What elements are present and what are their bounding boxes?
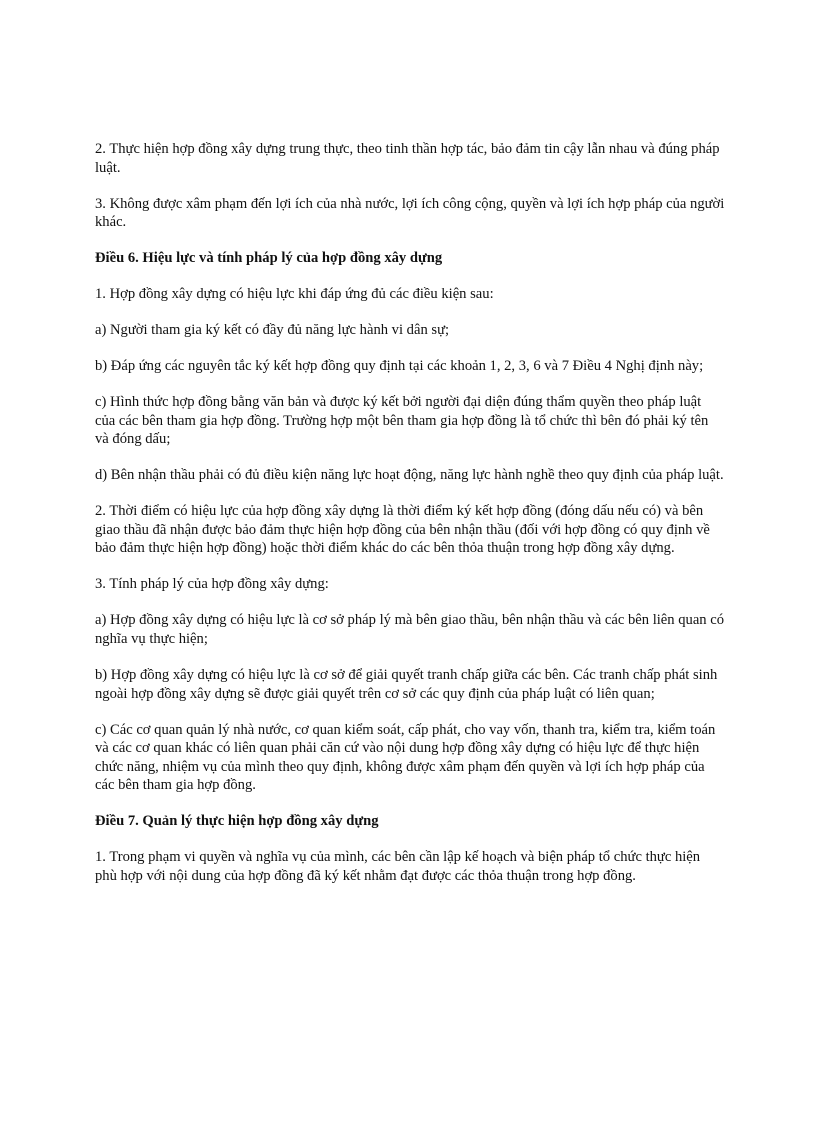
article-6-item-3a: a) Hợp đồng xây dựng có hiệu lực là cơ sở pháp lý mà bên giao thầu, bên nhận thầu và các bên liên quan có nghĩa vụ thực hiện; (95, 612, 725, 647)
article-7-item-1: 1. Trong phạm vi quyền và nghĩa vụ của mình, các bên cần lập kế hoạch và biện pháp tổ chức thực hiện phù hợp với nội dung của hợp đồng đã ký kết nhằm đạt được các thỏa thuận trong hợp đồng. (95, 849, 701, 884)
article-7-heading: Điều 7. Quản lý thực hiện hợp đồng xây dựng (95, 813, 379, 830)
document-body (95, 140, 725, 903)
article-6-item-1: 1. Hợp đồng xây dựng có hiệu lực khi đáp ứng đủ các điều kiện sau: (95, 286, 494, 303)
article-6-item-1c: c) Hình thức hợp đồng bằng văn bản và được ký kết bởi người đại diện đúng thẩm quyền theo pháp luật của các bên tham gia hợp đồng. Trường hợp một bên tham gia hợp đồng là tổ chức thì bên đó phải ký tên và đóng dấu; (95, 394, 709, 448)
article-6-item-3: 3. Tính pháp lý của hợp đồng xây dựng: (95, 576, 329, 593)
article-6-item-1a: a) Người tham gia ký kết có đầy đủ năng lực hành vi dân sự; (95, 322, 450, 339)
article-6-item-2: 2. Thời điểm có hiệu lực của hợp đồng xây dựng là thời điểm ký kết hợp đồng (đóng dấu nếu có) và bên giao thầu đã nhận được bảo đảm thực hiện hợp đồng của bên nhận thầu (đối với hợp đồng có quy định về bảo đảm thực hiện hợp đồng) hoặc thời điểm khác do các bên thỏa thuận trong hợp đồng xây dựng. (95, 503, 710, 557)
article-6-item-3b: b) Hợp đồng xây dựng có hiệu lực là cơ sở để giải quyết tranh chấp giữa các bên. Các tranh chấp phát sinh ngoài hợp đồng xây dựng sẽ được giải quyết trên cơ sở các quy định của pháp luật có liên quan; (95, 666, 718, 702)
article-6-item-3c: c) Các cơ quan quản lý nhà nước, cơ quan kiểm soát, cấp phát, cho vay vốn, thanh tra, kiểm tra, kiểm toán và các cơ quan khác có liên quan phải căn cứ vào nội dung hợp đồng xây dựng có hiệu lực để thực hiện chức năng, nhiệm vụ của mình theo quy định, không được xâm phạm đến quyền và lợi ích hợp pháp của các bên tham gia hợp đồng. (95, 721, 716, 794)
clause-5-item-2: 2. Thực hiện hợp đồng xây dựng trung thực, theo tinh thần hợp tác, bảo đảm tin cậy lẫn nhau và đúng pháp luật. (95, 141, 720, 176)
article-6-heading: Điều 6. Hiệu lực và tính pháp lý của hợp đồng xây dựng (95, 250, 443, 267)
article-6-item-1d: d) Bên nhận thầu phải có đủ điều kiện năng lực hoạt động, năng lực hành nghề theo quy định của pháp luật. (95, 467, 724, 484)
article-6-item-1b: b) Đáp ứng các nguyên tắc ký kết hợp đồng quy định tại các khoản 1, 2, 3, 6 và 7 Điều 4 Nghị định này; (95, 358, 704, 375)
clause-5-item-3: 3. Không được xâm phạm đến lợi ích của nhà nước, lợi ích công cộng, quyền và lợi ích hợp pháp của người khác. (95, 195, 725, 231)
